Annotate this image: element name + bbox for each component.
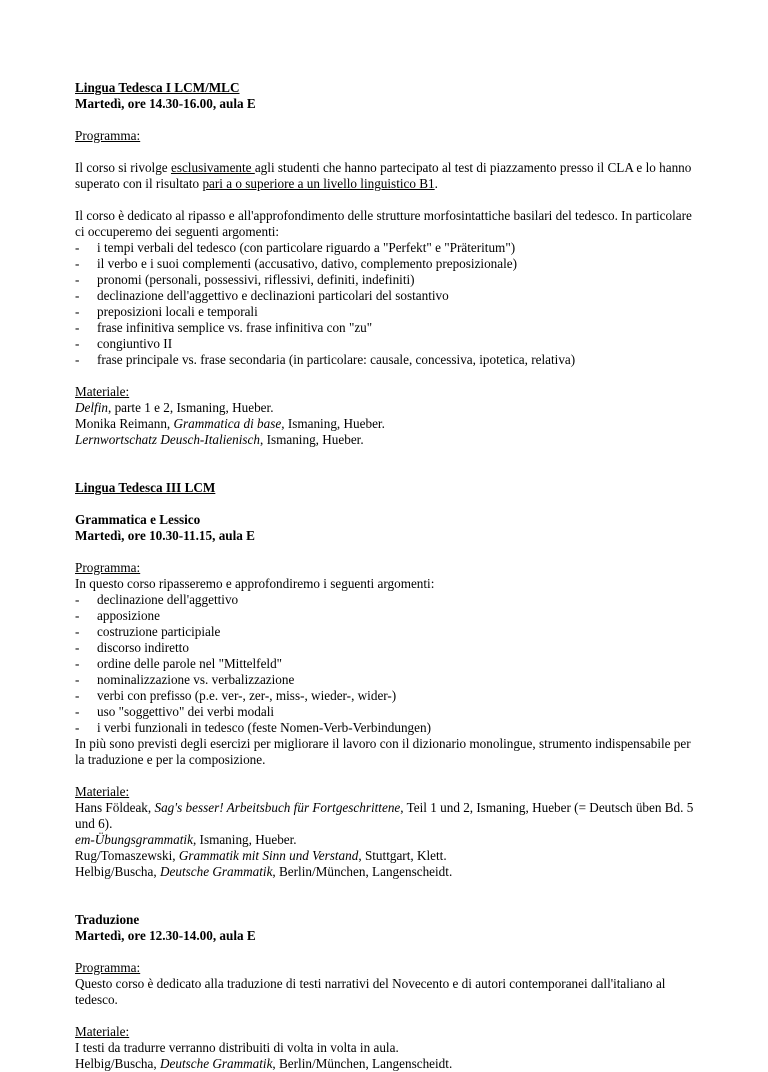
topic-item (75, 272, 695, 288)
bibliography-entry (75, 848, 695, 864)
topic-item (75, 656, 695, 672)
topic-text: declinazione dell'aggettivo e declinazioni particolari del sostantivo (97, 288, 449, 303)
topic-item (75, 592, 695, 608)
dash-bullet: - (75, 240, 80, 255)
dash-bullet: - (75, 288, 80, 303)
topic-text: frase infinitiva semplice vs. frase infinitiva con "zu" (97, 320, 373, 335)
program-text: Questo corso è dedicato alla traduzione di testi narrativi del Novecento e di autori contemporanei dall'italiano al tedesco. (75, 976, 666, 1007)
section-title: Traduzione (75, 912, 140, 927)
publication-info: , Stuttgart, Klett. (358, 848, 447, 863)
author: Monika Reimann, (75, 416, 174, 431)
bibliography-entry (75, 800, 695, 832)
dash-bullet: - (75, 720, 80, 735)
topic-text: declinazione dell'aggettivo (97, 592, 239, 607)
topic-text: i verbi funzionali in tedesco (feste Nomen-Verb-Verbindungen) (97, 720, 431, 735)
section-schedule: Martedì, ore 10.30-11.15, aula E (75, 528, 255, 543)
bibliography-list (75, 1056, 695, 1072)
topic-text: nominalizzazione vs. verbalizzazione (97, 672, 295, 687)
topic-text: discorso indiretto (97, 640, 189, 655)
topic-item (75, 720, 695, 736)
programma-label: Programma: (75, 960, 141, 975)
materiale-label: Materiale: (75, 1024, 130, 1039)
book-title: Deutsche Grammatik (159, 864, 273, 879)
topic-item (75, 688, 695, 704)
bibliography-list (75, 800, 695, 880)
topic-text: congiuntivo II (97, 336, 173, 351)
section-schedule: Martedì, ore 12.30-14.00, aula E (75, 928, 256, 943)
topic-item (75, 320, 695, 336)
course-schedule: Martedì, ore 14.30-16.00, aula E (75, 96, 256, 111)
dash-bullet: - (75, 320, 80, 335)
book-title: Deutsche Grammatik (159, 1056, 273, 1071)
topic-item (75, 640, 695, 656)
publication-info: , Ismaning, Hueber. (192, 832, 297, 847)
topic-text: il verbo e i suoi complementi (accusativo, dativo, complemento preposizionale) (97, 256, 518, 271)
topic-item (75, 624, 695, 640)
dash-bullet: - (75, 352, 80, 367)
topic-item (75, 256, 695, 272)
book-title: Grammatik mit Sinn und Verstand (178, 848, 359, 863)
topic-item (75, 240, 695, 256)
topic-item (75, 336, 695, 352)
book-title: em-Übungsgrammatik (75, 832, 193, 847)
topic-item (75, 352, 695, 368)
author: Hans Földeak, (75, 800, 155, 815)
topic-text: verbi con prefisso (p.e. ver-, zer-, miss-, wieder-, wider-) (97, 688, 397, 703)
book-title: Grammatica di base (173, 416, 282, 431)
publication-info: , parte 1 e 2, Ismaning, Hueber. (107, 400, 274, 415)
section-title: Grammatica e Lessico (75, 512, 201, 527)
author: Helbig/Buscha, (75, 864, 160, 879)
topic-item (75, 608, 695, 624)
topic-list (75, 592, 695, 736)
program-intro: In questo corso ripasseremo e approfondiremo i seguenti argomenti: (75, 576, 435, 591)
publication-info: , Berlin/München, Langenscheidt. (272, 1056, 453, 1071)
program-outro: In più sono previsti degli esercizi per migliorare il lavoro con il dizionario monolingue, strumento indispensabile per la traduzione e per la composizione. (75, 736, 691, 767)
bibliography-entry (75, 416, 695, 432)
book-title: Delfin (75, 400, 108, 415)
dash-bullet: - (75, 256, 80, 271)
topic-item (75, 304, 695, 320)
dash-bullet: - (75, 272, 80, 287)
programma-label: Programma: (75, 560, 141, 575)
topic-item (75, 288, 695, 304)
dash-bullet: - (75, 672, 80, 687)
course-title: Lingua Tedesca III LCM (75, 480, 216, 495)
publication-info: , Ismaning, Hueber. (281, 416, 385, 431)
publication-info: , Ismaning, Hueber. (259, 432, 364, 447)
description-paragraph: Il corso è dedicato al ripasso e all'approfondimento delle strutture morfosintattiche basilari del tedesco. In particolare ci occuperemo dei seguenti argomenti: (75, 208, 692, 239)
dash-bullet: - (75, 304, 80, 319)
bibliography-list (75, 400, 695, 448)
dash-bullet: - (75, 624, 80, 639)
bibliography-entry (75, 400, 695, 416)
materiale-label: Materiale: (75, 384, 130, 399)
topic-text: uso "soggettivo" dei verbi modali (97, 704, 275, 719)
topic-item (75, 672, 695, 688)
author: Rug/Tomaszewski, (75, 848, 179, 863)
topic-text: frase principale vs. frase secondaria (in particolare: causale, concessiva, ipotetica, relativa) (97, 352, 576, 367)
bibliography-entry (75, 1056, 695, 1072)
bibliography-entry (75, 832, 695, 848)
publication-info: , Berlin/München, Langenscheidt. (272, 864, 453, 879)
dash-bullet: - (75, 704, 80, 719)
materiale-label: Materiale: (75, 784, 130, 799)
topic-list (75, 240, 695, 368)
programma-label: Programma: (75, 128, 141, 143)
topic-text: costruzione participiale (97, 624, 221, 639)
bibliography-entry (75, 864, 695, 880)
topic-text: apposizione (97, 608, 160, 623)
intro-paragraph: Il corso si rivolge esclusivamente agli studenti che hanno partecipato al test di piazzamento presso il CLA e lo hanno superato con il risultato pari a o superiore a un livello linguistico B1. (75, 160, 692, 191)
bibliography-entry (75, 432, 695, 448)
dash-bullet: - (75, 592, 80, 607)
course-title: Lingua Tedesca I LCM/MLC (75, 80, 240, 95)
topic-text: preposizioni locali e temporali (97, 304, 258, 319)
author: Helbig/Buscha, (75, 1056, 160, 1071)
topic-item (75, 704, 695, 720)
dash-bullet: - (75, 640, 80, 655)
topic-text: i tempi verbali del tedesco (con particolare riguardo a "Perfekt" e "Präteritum") (97, 240, 516, 255)
topic-text: pronomi (personali, possessivi, riflessivi, definiti, indefiniti) (97, 272, 415, 287)
publication-info: , Teil 1 und 2, Ismaning, Hueber (= Deutsch üben Bd. 5 und 6). (75, 800, 694, 831)
document-page (75, 80, 695, 1072)
dash-bullet: - (75, 656, 80, 671)
materiale-text: I testi da tradurre verranno distribuiti di volta in volta in aula. (75, 1040, 399, 1055)
book-title: Sag's besser! Arbeitsbuch für Fortgeschrittene (154, 800, 401, 815)
topic-text: ordine delle parole nel "Mittelfeld" (97, 656, 283, 671)
dash-bullet: - (75, 608, 80, 623)
dash-bullet: - (75, 688, 80, 703)
dash-bullet: - (75, 336, 80, 351)
book-title: Lernwortschatz Deusch-Italienisch (75, 432, 260, 447)
